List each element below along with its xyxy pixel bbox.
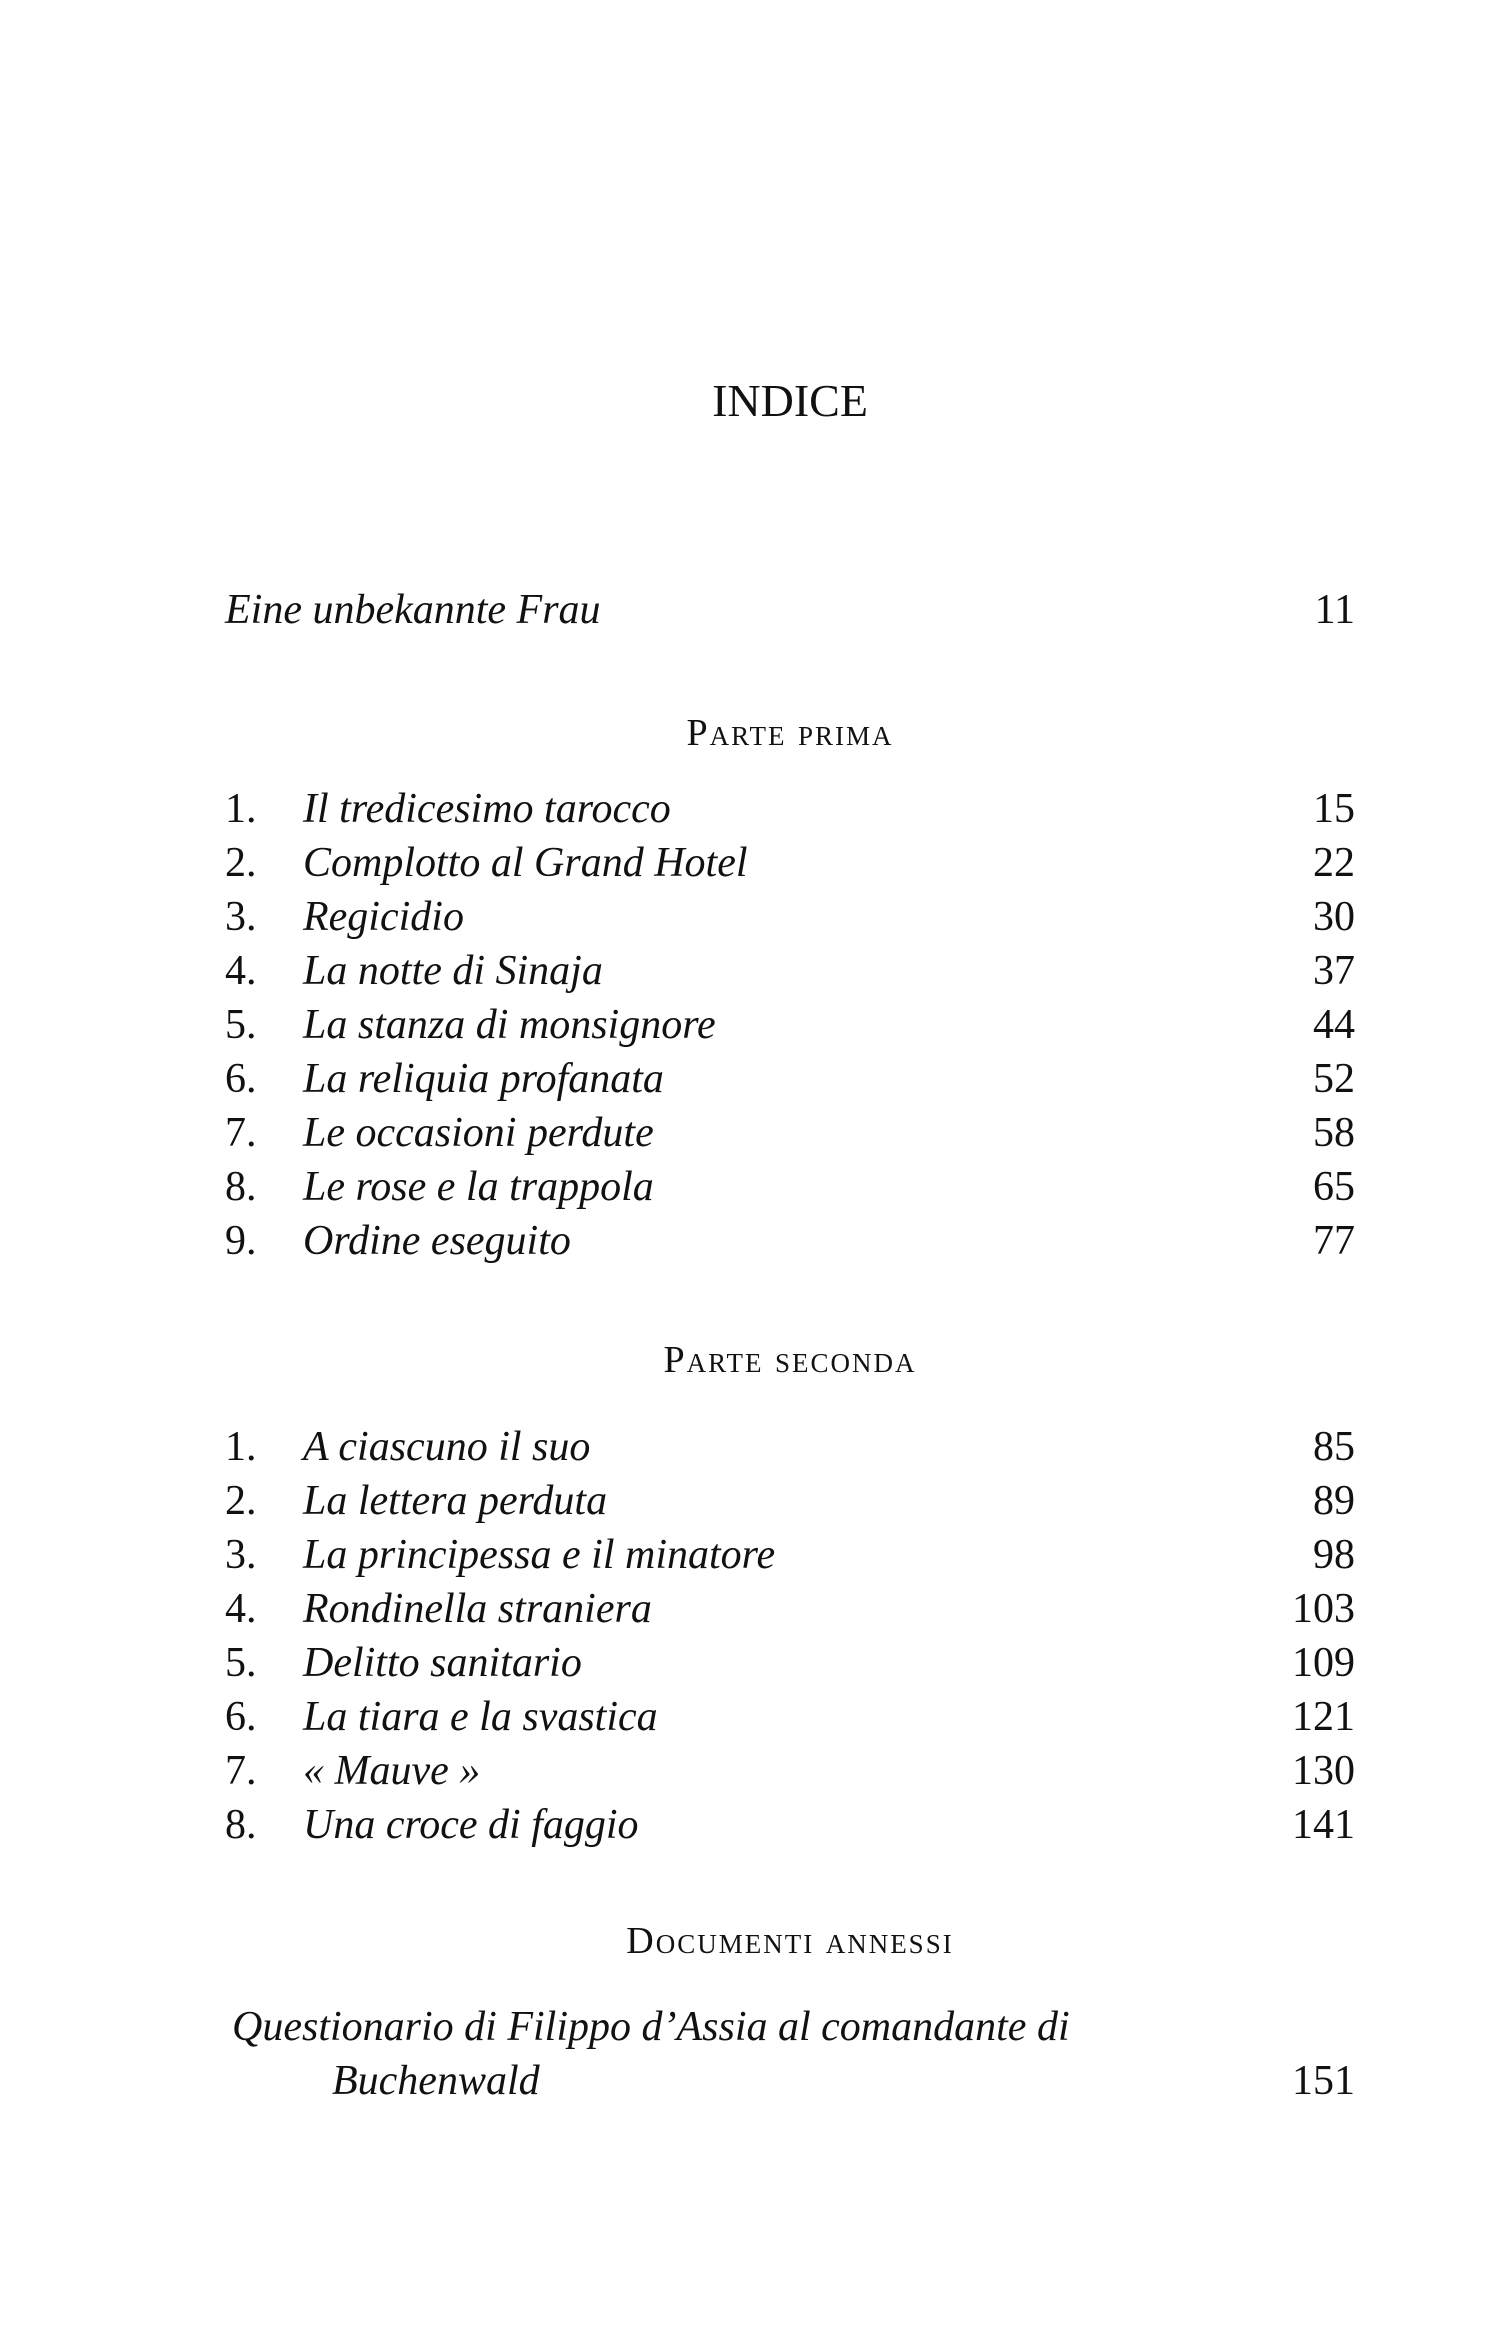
chapter-page: 89 <box>1313 1478 1355 1524</box>
chapter-title: Il tredicesimo tarocco <box>303 786 671 832</box>
chapter-title: La lettera perduta <box>303 1478 608 1524</box>
chapter-page: 130 <box>1292 1748 1355 1794</box>
document-title-line1: Questionario di Filippo d’Assia al comandante di <box>232 2004 1070 2050</box>
chapter-entry <box>225 1528 1355 1582</box>
chapter-page: 30 <box>1313 894 1355 940</box>
intro-entry <box>225 583 1355 637</box>
chapter-title: Complotto al Grand Hotel <box>303 840 748 886</box>
chapter-number: 5. <box>225 1002 257 1048</box>
chapter-page: 85 <box>1313 1424 1355 1470</box>
chapter-number: 2. <box>225 840 257 886</box>
chapter-page: 22 <box>1313 840 1355 886</box>
chapter-entry <box>225 836 1355 890</box>
section-heading-parte-prima: Parte prima <box>686 712 894 754</box>
chapter-entry <box>225 1160 1355 1214</box>
chapter-entry <box>225 1420 1355 1474</box>
chapter-number: 2. <box>225 1478 257 1524</box>
section-heading-documenti-annessi: Documenti annessi <box>626 1920 954 1962</box>
chapter-title: Regicidio <box>303 894 464 940</box>
chapter-number: 5. <box>225 1640 257 1686</box>
chapter-entry <box>225 1214 1355 1268</box>
chapter-page: 52 <box>1313 1056 1355 1102</box>
chapter-title: Le rose e la trappola <box>303 1164 654 1210</box>
chapter-entry <box>225 1690 1355 1744</box>
chapter-page: 58 <box>1313 1110 1355 1156</box>
chapter-entry <box>225 1798 1355 1852</box>
chapter-number: 3. <box>225 1532 257 1578</box>
chapter-number: 1. <box>225 1424 257 1470</box>
chapter-title: La notte di Sinaja <box>303 948 603 994</box>
entry-title: Eine unbekannte Frau <box>225 587 601 633</box>
chapter-entry <box>225 1636 1355 1690</box>
chapter-title: La principessa e il minatore <box>303 1532 776 1578</box>
chapter-page: 109 <box>1292 1640 1355 1686</box>
section-heading-parte-seconda: Parte seconda <box>663 1339 917 1381</box>
chapter-number: 9. <box>225 1218 257 1264</box>
document-page: 151 <box>1292 2058 1355 2104</box>
chapter-page: 44 <box>1313 1002 1355 1048</box>
chapter-title: Ordine eseguito <box>303 1218 571 1264</box>
chapter-page: 65 <box>1313 1164 1355 1210</box>
chapter-entry <box>225 944 1355 998</box>
chapter-number: 1. <box>225 786 257 832</box>
chapter-page: 77 <box>1313 1218 1355 1264</box>
chapter-page: 15 <box>1313 786 1355 832</box>
chapter-entry <box>225 890 1355 944</box>
chapter-number: 4. <box>225 1586 257 1632</box>
chapter-number: 6. <box>225 1056 257 1102</box>
chapter-title: La reliquia profanata <box>303 1056 664 1102</box>
chapter-entry <box>225 1106 1355 1160</box>
chapter-number: 6. <box>225 1694 257 1740</box>
chapter-page: 141 <box>1292 1802 1355 1848</box>
chapter-entry <box>225 998 1355 1052</box>
chapter-entry <box>225 782 1355 836</box>
chapter-title: A ciascuno il suo <box>303 1424 591 1470</box>
chapter-number: 8. <box>225 1164 257 1210</box>
chapter-page: 98 <box>1313 1532 1355 1578</box>
chapter-entry <box>225 1744 1355 1798</box>
chapter-title: Le occasioni perdute <box>303 1110 654 1156</box>
chapter-title: La tiara e la svastica <box>303 1694 658 1740</box>
chapter-number: 8. <box>225 1802 257 1848</box>
chapter-title: Una croce di faggio <box>303 1802 639 1848</box>
document-title-line2: Buchenwald <box>332 2058 540 2104</box>
chapter-number: 4. <box>225 948 257 994</box>
page-title: INDICE <box>712 375 868 426</box>
chapter-number: 7. <box>225 1110 257 1156</box>
chapter-page: 121 <box>1292 1694 1355 1740</box>
chapter-entry <box>225 1582 1355 1636</box>
entry-page: 11 <box>1314 587 1355 633</box>
chapter-entry <box>225 1052 1355 1106</box>
chapter-title: Delitto sanitario <box>303 1640 582 1686</box>
chapter-page: 37 <box>1313 948 1355 994</box>
chapter-number: 7. <box>225 1748 257 1794</box>
chapter-entry <box>225 1474 1355 1528</box>
chapter-title: Rondinella straniera <box>303 1586 652 1632</box>
chapter-title: « Mauve » <box>303 1748 481 1794</box>
chapter-title: La stanza di monsignore <box>303 1002 716 1048</box>
chapter-number: 3. <box>225 894 257 940</box>
chapter-page: 103 <box>1292 1586 1355 1632</box>
